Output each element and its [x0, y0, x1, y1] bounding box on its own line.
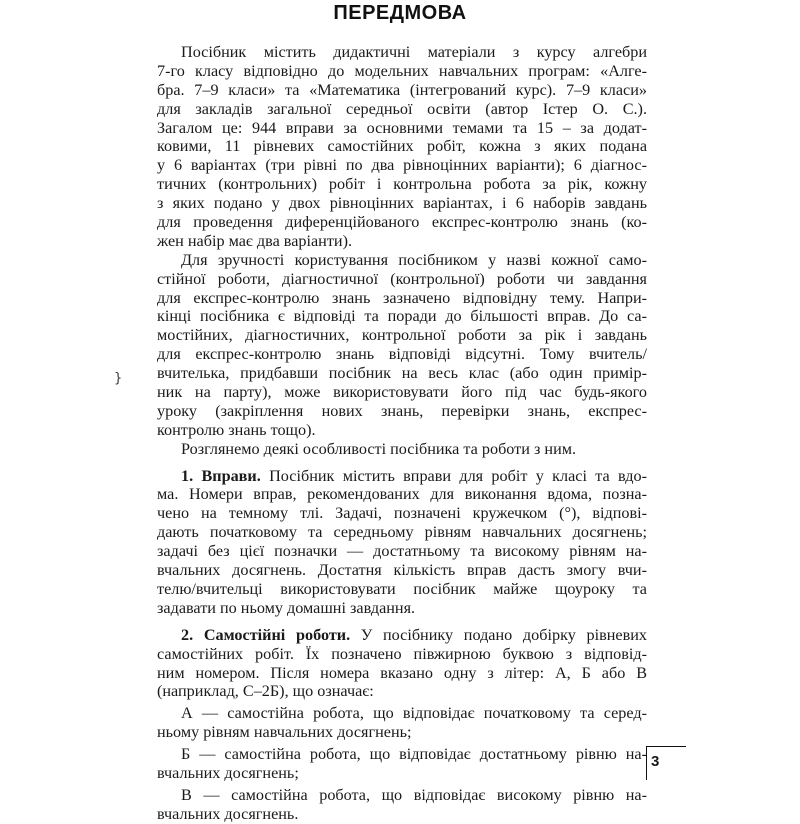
margin-mark: } [114, 371, 123, 386]
text-line: з яких подано у двох рівноцінних варіантах, і 6 наборів завдань [157, 194, 647, 213]
text-line: ма. Номери вправ, рекомендованих для виконання вдома, позна- [157, 485, 647, 504]
level-c-line: В — самостійна робота, що відповідає високому рівню на- [181, 785, 647, 804]
text-line: уроку (закріплення нових знань, перевірки знань, експрес- [157, 401, 647, 420]
text-line: тичних (контрольних) робіт і контрольна робота за рік, кожну [157, 175, 647, 194]
text-line: мостійних, діагностичних, контрольної роботи за рік і завдань [157, 326, 647, 345]
text-line: для проведення диференційованого експрес-контролю знань (ко- [157, 213, 647, 232]
text-line: вчальних досягнень. Достатня кількість вправ дасть змогу вчи- [157, 561, 647, 580]
text-line: Посібник містить дидактичні матеріали з курсу алгебри [181, 43, 647, 61]
text-line: телю/вчительці використовувати посібник майже щоуроку та [157, 579, 647, 598]
text-span: Посібник містить вправи для робіт у класі та вдо- [260, 466, 647, 485]
text-line: Загалом це: 944 вправи за основними темами та 15 – за додат- [157, 118, 647, 137]
page-title: ПЕРЕДМОВА [333, 2, 467, 24]
section-heading-independent-works: 2. Самостійні роботи. [181, 625, 351, 644]
text-line: (наприклад, С–2Б), що означає: [157, 682, 374, 701]
text-line: чено на темному тлі. Задачі, позначені кружечком (°), відпові- [157, 504, 647, 523]
level-a-line: А — самостійна робота, що відповідає початковому та серед- [181, 704, 647, 723]
text-line: самостійних робіт. Їх позначено півжирною буквою з відповід- [157, 644, 647, 663]
text-line: ним номером. Після номера вказано одну з літер: А, Б або В [157, 663, 647, 682]
text-line [157, 467, 647, 486]
text-line: стійної роботи, діагностичної (контрольної) роботи чи завдання [157, 269, 647, 288]
paragraph-features: Розглянемо деякі особливості посібника та роботи з ним. [181, 439, 577, 458]
text-line: кінці посібника є відповіді та поради до більшості вправ. До са- [157, 307, 647, 326]
text-line: бра. 7–9 класи» та «Математика (інтегрований курс). 7–9 класи» [157, 80, 647, 99]
section-exercises [157, 467, 647, 618]
section-independent-works [157, 626, 647, 824]
page-number: 3 [646, 746, 686, 780]
level-b-line: вчальних досягнень; [157, 763, 299, 782]
text-line: 7-го класу відповідно до модельних навчальних програм: «Алге- [157, 61, 647, 80]
text-line [157, 626, 647, 645]
text-line: у 6 варіантах (три рівні по два рівноцінних варіанти); 6 діагнос- [157, 156, 647, 175]
paragraph-usage [157, 251, 647, 440]
text-line: дають початковому та середньому рівням навчальних досягнень; [157, 523, 647, 542]
section-heading-exercises: 1. Вправи. [181, 466, 261, 485]
text-line: вчителька, придбавши посібник на весь клас (або один примір- [157, 364, 647, 383]
text-line: для експрес-контролю знань відповіді відсутні. Тому вчитель/ [157, 345, 647, 364]
text-line: ник на парту), може використовувати його під час будь-якого [157, 383, 647, 402]
level-a-line: ньому рівням навчальних досягнень; [157, 723, 412, 742]
text-line: Для зручності користування посібником у назві кожної само- [181, 250, 647, 269]
paragraph-intro [157, 43, 647, 251]
text-line: для експрес-контролю знань зазначено відповідну тему. Напри- [157, 288, 647, 307]
text-line: для закладів загальної середньої освіти (автор Істер О. С.). [157, 99, 647, 118]
preface-body [157, 43, 647, 824]
level-b-line: Б — самостійна робота, що відповідає достатньому рівню на- [181, 745, 647, 764]
text-line: задавати по ньому домашні завдання. [157, 598, 416, 617]
text-line: задачі без цієї позначки — достатньому та високому рівням на- [157, 542, 647, 561]
text-line: контролю знань тощо). [157, 420, 316, 439]
text-line: жен набір має два варіанти). [157, 231, 353, 250]
level-c-line: вчальних досягнень. [157, 804, 299, 823]
text-line: ковими, 11 рівневих самостійних робіт, кожна з яких подана [157, 137, 647, 156]
text-span: У посібнику подано добірку рівневих [350, 625, 647, 644]
